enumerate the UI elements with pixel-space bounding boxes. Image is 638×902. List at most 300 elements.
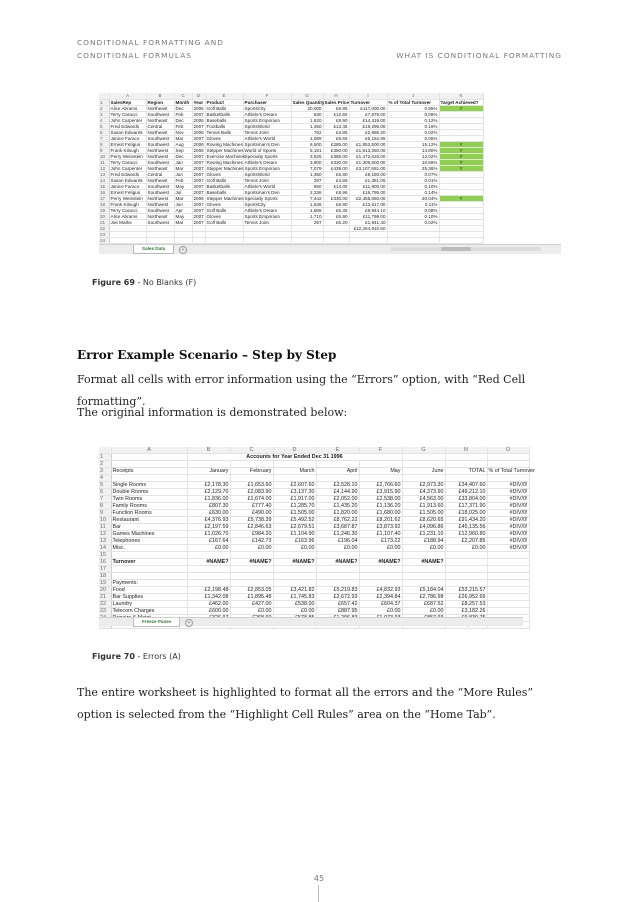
cell[interactable]: 2006 [193,105,204,111]
cell[interactable] [174,237,192,243]
cell[interactable]: 0.08% [387,207,439,213]
cell[interactable]: 1,350 [291,171,323,177]
cell[interactable]: Athlete's Dream [243,111,291,117]
cell[interactable]: £5,184.04 [402,587,445,594]
cell[interactable]: John Carpenter [109,117,146,123]
cell[interactable]: Terry Caracci [109,207,146,213]
cell[interactable]: £2,538.00 [359,496,402,503]
cell[interactable] [359,461,402,468]
cell[interactable]: Y [439,153,483,159]
row-number[interactable]: 14 [99,177,109,183]
cell[interactable]: 12.02% [387,153,439,159]
cell[interactable]: Basketballs [205,183,243,189]
cell[interactable]: Southwest [146,159,174,165]
cell[interactable]: 7,079 [291,165,323,171]
row-number[interactable]: 1 [99,454,111,461]
cell[interactable]: £427.00 [230,601,273,608]
cell[interactable]: £2,207.85 [445,538,487,545]
cell[interactable] [445,475,487,482]
cell[interactable]: Gloves [205,135,243,141]
column-header[interactable]: SalesRep [109,99,146,105]
cell[interactable]: £1,653.60 [230,482,273,489]
column-letter[interactable]: N [445,447,487,454]
cell[interactable]: 6,500 [291,141,323,147]
cell[interactable]: £439.00 [323,165,349,171]
cell[interactable]: Northeast [146,117,174,123]
cell[interactable]: Laundry [111,601,187,608]
cell[interactable] [316,566,359,573]
cell[interactable] [187,475,230,482]
cell[interactable]: Terry Caracci [109,111,146,117]
cell[interactable]: 2006 [193,129,204,135]
cell[interactable]: £330.00 [323,159,349,165]
row-number[interactable]: 11 [99,524,111,531]
row-number[interactable]: 4 [99,475,111,482]
cell[interactable]: £6.20 [323,219,349,225]
column-letter[interactable]: C [174,93,192,99]
cell[interactable]: £2,786.98 [402,594,445,601]
cell[interactable]: Sports Emporium [243,117,291,123]
row-number[interactable]: 16 [99,189,109,195]
cell[interactable]: £53,215.57 [445,587,487,594]
cell[interactable]: £6.65 [323,135,349,141]
cell[interactable]: Southwest [146,183,174,189]
cell[interactable] [445,454,487,461]
cell[interactable]: £142.73 [230,538,273,545]
cell[interactable]: £8,762.22 [316,517,359,524]
cell[interactable]: 2007 [193,213,204,219]
cell[interactable] [487,559,529,566]
column-letter[interactable]: A [111,447,187,454]
cell[interactable]: 3,900 [291,159,323,165]
scrollbar-thumb[interactable] [441,247,471,251]
cell[interactable]: Northwest [146,195,174,201]
cell[interactable]: Terry Caracci [109,159,146,165]
cell[interactable]: £2,052.00 [316,496,359,503]
cell[interactable]: £2,197.59 [187,524,230,531]
cell[interactable]: £173.22 [359,538,402,545]
cell[interactable]: £0.00 [187,545,230,552]
cell[interactable] [111,566,187,573]
cell[interactable]: £1,246.30 [316,531,359,538]
cell[interactable]: Northeast [146,129,174,135]
row-number[interactable]: 18 [99,573,111,580]
cell[interactable]: #DIV/0! [487,510,529,517]
cell[interactable]: £1,820.00 [316,510,359,517]
cell[interactable]: June [402,468,445,475]
cell[interactable]: Northwest [146,153,174,159]
row-number[interactable]: 22 [99,601,111,608]
column-letter[interactable]: G [402,447,445,454]
cell[interactable]: Basketballs [205,111,243,117]
cell[interactable]: £4,832.93 [359,587,402,594]
cell[interactable]: £4,373.90 [402,489,445,496]
row-number[interactable]: 19 [99,207,109,213]
cell[interactable]: Stepper Machines [206,165,244,171]
cell[interactable]: £887.95 [316,608,359,615]
cell[interactable]: 297 [291,177,323,183]
cell[interactable]: Central [146,171,174,177]
cell[interactable]: £1,026.70 [187,531,230,538]
cell[interactable]: 297 [291,219,323,225]
cell[interactable] [402,566,445,573]
cell[interactable] [230,580,273,587]
cell[interactable]: £1,913.60 [402,503,445,510]
cell[interactable] [402,461,445,468]
cell[interactable]: Golf Balls [205,105,243,111]
cell[interactable]: Baseballs [205,189,243,195]
add-sheet-icon[interactable]: + [179,246,187,254]
cell[interactable]: Food [111,587,187,594]
column-header[interactable]: % of Total Turnover [387,99,439,105]
cell[interactable]: Joe Marks [109,219,146,225]
cell[interactable]: 0.06% [387,111,439,117]
cell[interactable]: Mar [174,135,192,141]
cell[interactable] [487,608,529,615]
cell[interactable]: Dec [174,117,192,123]
cell[interactable]: £0.00 [402,545,445,552]
cell[interactable]: £5,219.83 [316,587,359,594]
cell[interactable]: Southwest [146,207,174,213]
cell[interactable]: Alice Abrams [109,213,146,219]
cell[interactable]: 2007 [193,111,204,117]
cell[interactable]: £2,679.51 [273,524,316,531]
cell[interactable]: 2007 [193,201,204,207]
cell[interactable]: Janice Faraco [109,183,146,189]
column-letter[interactable]: D [273,447,316,454]
cell[interactable] [487,573,529,580]
cell[interactable] [273,552,316,559]
cell[interactable]: Frank Kilough [109,147,146,153]
cell[interactable] [402,573,445,580]
cell[interactable]: £1,674.00 [230,496,273,503]
cell[interactable] [146,237,174,243]
cell[interactable]: 0.01% [387,177,439,183]
cell[interactable]: Janice Faraco [109,135,146,141]
cell[interactable]: 2007 [193,177,204,183]
column-letter[interactable]: K [439,93,483,99]
row-number[interactable]: 15 [99,552,111,559]
cell[interactable]: John Carpenter [109,165,146,171]
cell[interactable]: Family Rooms [111,503,187,510]
cell[interactable]: £13,617.00 [349,201,387,207]
column-letter[interactable]: F [359,447,402,454]
cell[interactable]: 1,536 [291,201,323,207]
cell[interactable]: 3,825 [291,153,323,159]
column-letter[interactable]: D [192,93,205,99]
cell[interactable]: Tennis Joint [243,219,291,225]
column-header[interactable]: Region [146,99,174,105]
cell[interactable]: Sep [174,147,192,153]
row-number[interactable]: 23 [99,231,109,237]
cell[interactable]: 630 [291,111,323,117]
cell[interactable]: Gloves [205,171,243,177]
cell[interactable]: May [174,213,192,219]
cell[interactable]: £45,135.56 [445,524,487,531]
cell[interactable]: Double Rooms [111,489,187,496]
cell[interactable]: Bar Supplies [111,594,187,601]
cell[interactable]: 1,450 [291,123,323,129]
cell[interactable] [445,461,487,468]
cell[interactable] [316,461,359,468]
cell[interactable]: 752 [291,129,323,135]
cell[interactable]: Twin Rooms [111,496,187,503]
column-header[interactable]: Target Achieved? [439,99,483,105]
cell[interactable]: £657.42 [316,601,359,608]
cell[interactable]: 15.12% [387,141,439,147]
cell[interactable]: 10.66% [387,159,439,165]
cell[interactable]: Mar [174,165,192,171]
cell[interactable] [111,454,187,461]
cell[interactable] [187,580,230,587]
cell[interactable]: Tennis Balls [205,129,243,135]
cell[interactable]: Feb [174,123,192,129]
cell[interactable] [487,594,529,601]
cell[interactable]: Southwest [146,135,174,141]
cell[interactable]: Feb [174,111,192,117]
cell[interactable] [445,552,487,559]
cell[interactable]: Golf Balls [205,219,243,225]
cell[interactable]: 850 [291,183,323,189]
cell[interactable]: £0.00 [316,545,359,552]
cell[interactable] [445,559,487,566]
cell[interactable]: #NAME? [273,559,316,566]
cell[interactable]: Athlete's World [243,135,291,141]
cell[interactable]: £1,852,500.00 [349,141,387,147]
cell[interactable]: £6,152.85 [349,135,387,141]
cell[interactable]: #DIV/0! [487,545,529,552]
cell[interactable] [487,454,529,461]
cell[interactable]: £1,342.08 [187,594,230,601]
column-letter[interactable]: E [316,447,359,454]
cell[interactable]: £12.50 [323,111,349,117]
cell[interactable]: £4,563.00 [402,496,445,503]
cell[interactable] [187,566,230,573]
cell[interactable]: £5,492.52 [273,517,316,524]
cell[interactable] [111,552,187,559]
cell[interactable]: #DIV/0! [487,531,529,538]
cell[interactable]: #NAME? [230,559,273,566]
cell[interactable]: £4.65 [323,177,349,183]
cell[interactable]: £3,873.92 [359,524,402,531]
cell[interactable]: £1,136.20 [359,503,402,510]
cell[interactable] [359,552,402,559]
cell[interactable]: £462.00 [187,601,230,608]
cell[interactable] [359,475,402,482]
row-number[interactable]: 22 [99,225,109,231]
cell[interactable] [230,552,273,559]
cell[interactable] [205,237,243,243]
cell[interactable] [349,237,387,243]
cell[interactable]: £17,371.90 [445,503,487,510]
cell[interactable] [230,475,273,482]
cell[interactable]: £0.00 [402,608,445,615]
cell[interactable]: £8,257.53 [445,601,487,608]
row-number[interactable]: 18 [99,201,109,207]
cell[interactable]: Sports Emporium [243,165,291,171]
cell[interactable]: £3,915.90 [359,489,402,496]
cell[interactable]: Athlete's World [243,183,291,189]
cell[interactable]: £3,421.82 [273,587,316,594]
sheet-tab-freeze-panes[interactable]: Freeze Panes [133,618,180,627]
cell[interactable]: Specialty Sports [243,195,291,201]
cell[interactable]: 0.12% [387,117,439,123]
cell[interactable]: 0.05% [387,135,439,141]
cell[interactable]: £33,804.00 [445,496,487,503]
cell[interactable]: Nov [174,129,192,135]
cell[interactable]: 0.10% [387,183,439,189]
cell[interactable]: TOTAL [445,468,487,475]
cell[interactable] [359,573,402,580]
cell[interactable] [230,461,273,468]
cell[interactable]: £2,394.84 [359,594,402,601]
cell[interactable]: 20,000 [291,105,323,111]
cell[interactable]: £1,381.05 [349,177,387,183]
cell[interactable]: 20.04% [387,195,439,201]
cell[interactable]: Jul [174,189,192,195]
cell[interactable]: March [273,468,316,475]
row-number[interactable]: 7 [99,496,111,503]
cell[interactable]: Golf Balls [205,177,243,183]
cell[interactable] [273,461,316,468]
cell[interactable]: Fred Edwards [109,123,146,129]
cell[interactable]: £3,107,681.00 [349,165,387,171]
cell[interactable] [230,566,273,573]
cell[interactable] [387,237,439,243]
cell[interactable]: 1,566 [291,207,323,213]
cell[interactable] [109,237,146,243]
cell[interactable]: 2007 [193,171,204,177]
cell[interactable]: Single Rooms [111,482,187,489]
cell[interactable]: Receipts [111,468,187,475]
cell[interactable]: Baseballs [205,117,243,123]
cell[interactable]: £2,672.93 [316,594,359,601]
cell[interactable]: 0.16% [387,123,439,129]
row-number[interactable]: 8 [99,503,111,510]
cell[interactable]: Dec [174,153,192,159]
column-letter[interactable]: H [323,93,349,99]
row-number[interactable]: 2 [99,105,109,111]
column-letter[interactable]: B [146,93,174,99]
cell[interactable]: #DIV/0! [487,538,529,545]
cell[interactable]: £984.20 [230,531,273,538]
cell[interactable]: 1,089 [291,135,323,141]
total-turnover[interactable]: £12,254,910.60 [349,225,387,231]
cell[interactable]: £1,104.90 [273,531,316,538]
cell[interactable]: £4,144.90 [316,489,359,496]
cell[interactable]: #DIV/0! [487,503,529,510]
cell[interactable]: £5.85 [323,105,349,111]
cell[interactable] [111,461,187,468]
cell[interactable]: 25.36% [387,165,439,171]
cell[interactable]: Ernest Fetigus [109,189,146,195]
row-number[interactable]: 20 [99,587,111,594]
cell[interactable]: £2,895.20 [349,129,387,135]
column-header[interactable]: Sales Price [324,99,350,105]
cell[interactable]: £0.00 [359,608,402,615]
column-header[interactable]: Product [205,99,243,105]
cell[interactable]: Stepper Machines [206,147,244,153]
cell[interactable] [316,475,359,482]
cell[interactable]: 0.07% [387,171,439,177]
cell[interactable]: £385.00 [323,153,349,159]
cell[interactable]: £2,766.60 [359,482,402,489]
row-number[interactable]: 12 [99,531,111,538]
cell[interactable]: £2,083.90 [230,489,273,496]
cell[interactable]: Function Rooms [111,510,187,517]
cell[interactable]: 0.95% [387,105,439,111]
cell[interactable]: £167.64 [187,538,230,545]
cell[interactable]: £9,180.00 [349,171,387,177]
cell[interactable]: 1,620 [291,117,323,123]
cell[interactable]: 0.14% [387,189,439,195]
cell[interactable] [402,552,445,559]
row-number[interactable]: 19 [99,580,111,587]
cell[interactable]: Athlete's Dream [243,207,291,213]
cell[interactable]: January [187,468,230,475]
cell[interactable]: £11,799.00 [349,213,387,219]
row-number[interactable]: 3 [99,468,111,475]
column-header[interactable]: Year [193,99,204,105]
cell[interactable]: #DIV/0! [487,524,529,531]
cell[interactable]: £2,973.30 [402,482,445,489]
cell[interactable]: £2,528.10 [316,482,359,489]
cell[interactable]: Y [439,105,483,111]
cell[interactable]: £12,960.80 [445,531,487,538]
cell[interactable] [402,454,445,461]
cell[interactable] [439,237,483,243]
cell[interactable]: 14.80% [387,147,439,153]
row-number[interactable]: 13 [99,538,111,545]
row-number[interactable]: 14 [99,545,111,552]
cell[interactable]: £34,407.60 [445,482,487,489]
cell[interactable]: #NAME? [359,559,402,566]
cell[interactable]: £2,455,860.00 [349,195,387,201]
cell[interactable]: Turnover [111,559,187,566]
cell[interactable] [445,566,487,573]
cell[interactable]: #DIV/0! [487,489,529,496]
cell[interactable]: £1,231.10 [402,531,445,538]
cell[interactable]: 2007 [193,219,204,225]
cell[interactable]: Northeast [146,177,174,183]
cell[interactable] [402,475,445,482]
cell[interactable]: April [316,468,359,475]
cell[interactable]: Mar [174,219,192,225]
cell[interactable] [445,580,487,587]
cell[interactable]: Gloves [205,213,243,219]
row-number[interactable]: 10 [99,517,111,524]
cell[interactable]: £0.00 [230,608,273,615]
cell[interactable]: #DIV/0! [487,482,529,489]
cell[interactable]: Southwest [146,189,174,195]
cell[interactable]: £4,376.93 [187,517,230,524]
cell[interactable]: Southwest [146,141,174,147]
cell[interactable]: May [359,468,402,475]
column-letter[interactable]: G [291,93,323,99]
cell[interactable]: Frank Kilough [109,201,146,207]
cell[interactable]: £1,745.83 [273,594,316,601]
cell[interactable]: £1,841.40 [349,219,387,225]
row-number[interactable]: 23 [99,608,111,615]
cell[interactable]: £8,201.62 [359,517,402,524]
cell[interactable]: SportsCity [243,105,291,111]
cell[interactable]: £8.90 [323,201,349,207]
cell[interactable]: £91,434.20 [445,517,487,524]
cell[interactable]: Jun [174,201,192,207]
cell[interactable]: £1,917.00 [273,496,316,503]
cell[interactable] [273,580,316,587]
cell[interactable]: Perry Weinstein [109,153,146,159]
